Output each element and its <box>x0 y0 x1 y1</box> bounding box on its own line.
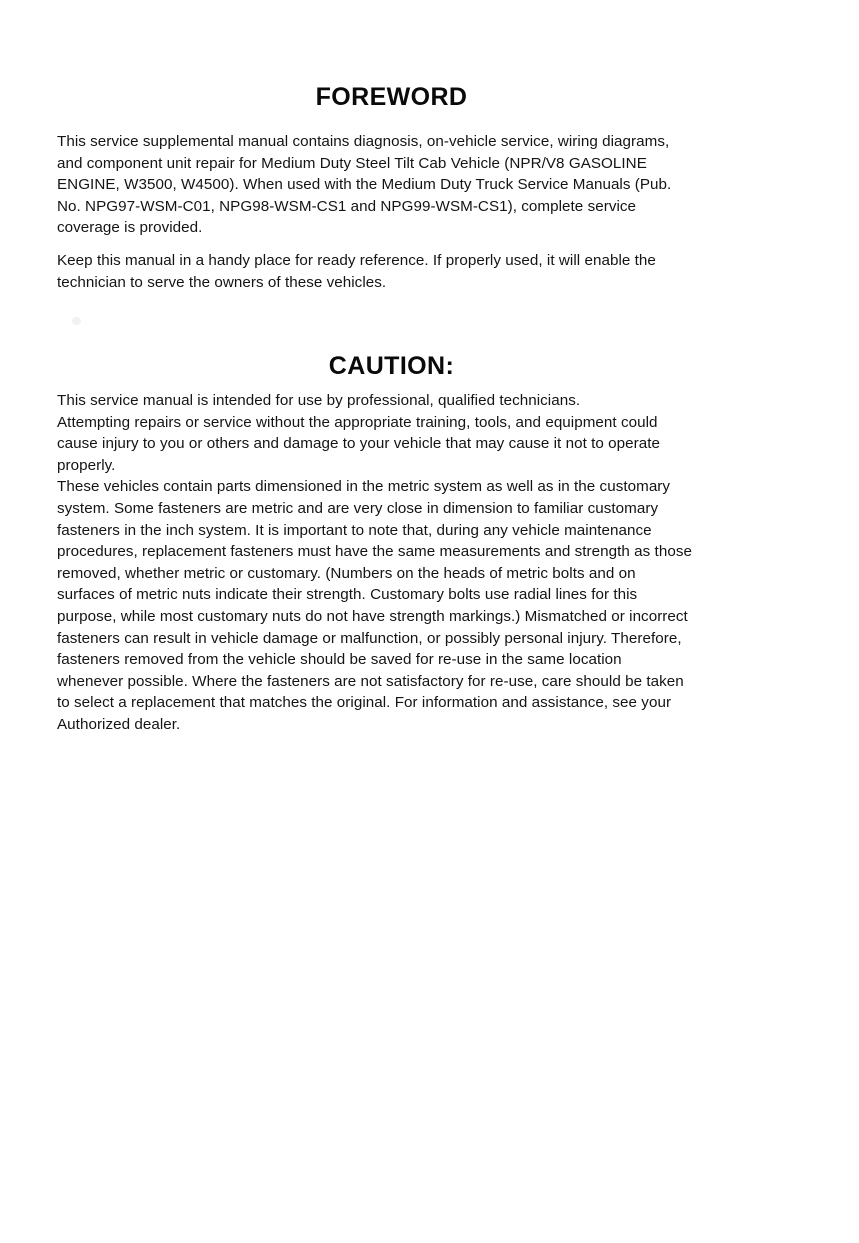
text-line: system. Some fasteners are metric and are very close in dimension to familiar customary <box>57 499 659 517</box>
text-line: cause injury to you or others and damage to your vehicle that may cause it not to operate <box>57 435 661 453</box>
text-line: This service manual is intended for use by professional, qualified technicians. <box>57 392 581 409</box>
text-line: and component unit repair for Medium Duty Steel Tilt Cab Vehicle (NPR/V8 GASOLINE <box>57 154 647 172</box>
text-line: whenever possible. Where the fasteners are not satisfactory for re-use, care should be taken <box>57 672 684 690</box>
text-line: purpose, while most customary nuts do not have strength markings.) Mismatched or incorrect <box>57 607 688 625</box>
text-line: coverage is provided. <box>57 219 203 237</box>
paragraph-keep-manual <box>57 250 717 293</box>
paragraph-caution-body <box>57 390 757 736</box>
text-line: This service supplemental manual contains diagnosis, on-vehicle service, wiring diagrams, <box>57 133 670 150</box>
text-line: procedures, replacement fasteners must have the same measurements and strength as those <box>57 543 692 561</box>
text-line: to select a replacement that matches the original. For information and assistance, see your <box>57 694 672 712</box>
text-line: Attempting repairs or service without the appropriate training, tools, and equipment could <box>57 413 658 431</box>
text-line: Keep this manual in a handy place for ready reference. If properly used, it will enable the <box>57 252 656 269</box>
text-line: properly. <box>57 456 116 474</box>
paragraph-intro <box>57 131 737 239</box>
text-line: technician to serve the owners of these vehicles. <box>57 273 387 291</box>
text-line: ENGINE, W3500, W4500). When used with the Medium Duty Truck Service Manuals (Pub. <box>57 176 672 194</box>
text-line: fasteners can result in vehicle damage or malfunction, or possibly personal injury. Therefore, <box>57 629 682 647</box>
text-line: fasteners in the inch system. It is important to note that, during any vehicle maintenance <box>57 521 652 539</box>
page-title-foreword: FOREWORD <box>315 82 468 111</box>
section-title-caution: CAUTION: <box>328 351 455 380</box>
scan-artifact-speck <box>72 317 81 325</box>
text-line: fasteners removed from the vehicle should be saved for re-use in the same location <box>57 651 622 669</box>
text-line: surfaces of metric nuts indicate their strength. Customary bolts use radial lines for this <box>57 586 638 604</box>
text-line: These vehicles contain parts dimensioned in the metric system as well as in the customary <box>57 478 671 496</box>
text-line: Authorized dealer. <box>57 715 181 733</box>
text-line: removed, whether metric or customary. (Numbers on the heads of metric bolts and on <box>57 564 636 582</box>
text-line: No. NPG97-WSM-C01, NPG98-WSM-CS1 and NPG99-WSM-CS1), complete service <box>57 197 637 215</box>
